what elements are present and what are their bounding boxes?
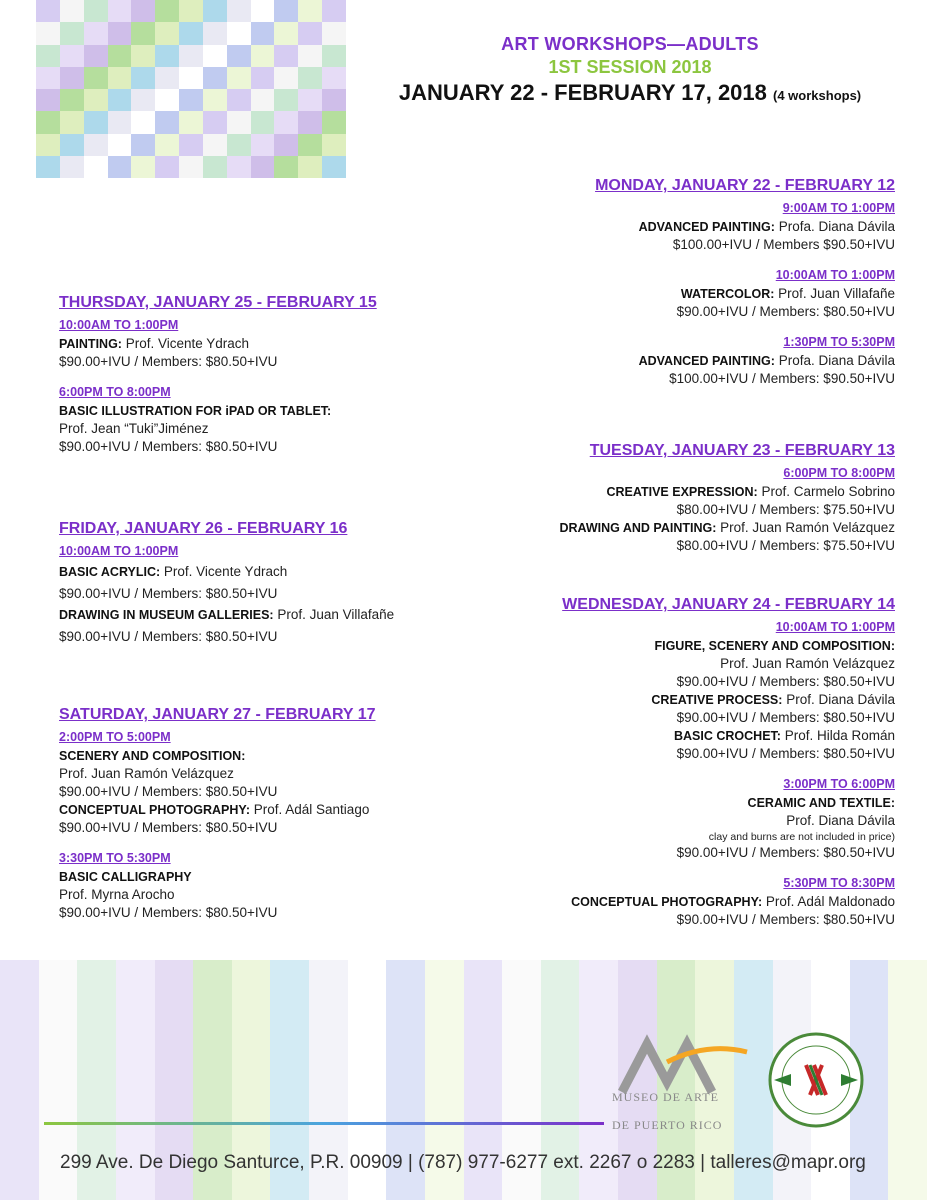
price-line: $80.00+IVU / Members: $75.50+IVU [676, 538, 895, 553]
price-line: $90.00+IVU / Members: $80.50+IVU [676, 674, 895, 689]
accreditation-seal-icon [766, 1030, 866, 1130]
price-line: $90.00+IVU / Members: $80.50+IVU [676, 304, 895, 319]
instructor-line: Prof. Juan Ramón Velázquez [59, 766, 234, 781]
footer-contact: 299 Ave. De Diego Santurce, P.R. 00909 | (787) 977-6277 ext. 2267 o 2283 | talleres@mapr.org [60, 1152, 866, 1173]
course-line: BASIC CROCHET: Prof. Hilda Román [674, 728, 895, 743]
monday-section [435, 177, 895, 388]
instructor-line: Prof. Diana Dávila [786, 813, 895, 828]
time-slot: 10:00AM TO 1:00PM [59, 544, 179, 558]
thursday-section [59, 294, 479, 456]
time-slot: 9:00AM TO 1:00PM [782, 201, 895, 215]
session-label: 1ST SESSION 2018 [548, 57, 712, 77]
divider [44, 1122, 604, 1125]
time-slot: 1:30PM TO 5:30PM [783, 335, 895, 349]
price-note: clay and burns are not included in price) [708, 831, 895, 843]
day-heading: WEDNESDAY, JANUARY 24 - FEBRUARY 14 [562, 596, 895, 613]
time-slot: 10:00AM TO 1:00PM [59, 318, 179, 332]
price-line: $90.00+IVU / Members: $80.50+IVU [59, 586, 278, 601]
course-line: CREATIVE EXPRESSION: Prof. Carmelo Sobrino [606, 484, 895, 499]
price-line: $90.00+IVU / Members: $80.50+IVU [59, 629, 278, 644]
day-heading: TUESDAY, JANUARY 23 - FEBRUARY 13 [589, 442, 895, 459]
day-heading: MONDAY, JANUARY 22 - FEBRUARY 12 [595, 177, 895, 194]
instructor-line: Prof. Juan Ramón Velázquez [720, 656, 895, 671]
tuesday-section [435, 442, 895, 555]
price-line: $90.00+IVU / Members: $80.50+IVU [59, 820, 278, 835]
time-slot: 5:30PM TO 8:30PM [783, 876, 895, 890]
time-slot: 6:00PM TO 8:00PM [783, 466, 895, 480]
price-line: $80.00+IVU / Members: $75.50+IVU [676, 502, 895, 517]
price-line: $100.00+IVU / Members: $90.50+IVU [669, 371, 895, 386]
price-line: $90.00+IVU / Members: $80.50+IVU [676, 845, 895, 860]
friday-section [59, 520, 479, 647]
price-line: $90.00+IVU / Members: $80.50+IVU [59, 905, 278, 920]
logo-text: DE PUERTO RICO [612, 1118, 723, 1132]
day-heading: SATURDAY, JANUARY 27 - FEBRUARY 17 [59, 706, 376, 723]
time-slot: 3:00PM TO 6:00PM [783, 777, 895, 791]
day-heading: THURSDAY, JANUARY 25 - FEBRUARY 15 [59, 294, 377, 311]
price-line: $90.00+IVU / Members: $80.50+IVU [59, 439, 278, 454]
course-line: CONCEPTUAL PHOTOGRAPHY: Prof. Adál Santiago [59, 802, 370, 817]
course-line: ADVANCED PAINTING: Profa. Diana Dávila [638, 219, 895, 234]
course-line: BASIC ACRYLIC: Prof. Vicente Ydrach [59, 564, 288, 579]
course-line: CERAMIC AND TEXTILE: [747, 796, 895, 810]
saturday-section [59, 706, 479, 922]
day-heading: FRIDAY, JANUARY 26 - FEBRUARY 16 [59, 520, 348, 537]
course-line: CREATIVE PROCESS: Prof. Diana Dávila [651, 692, 895, 707]
price-line: $90.00+IVU / Members: $80.50+IVU [59, 354, 278, 369]
museum-logo-icon [612, 1022, 752, 1132]
course-line: CONCEPTUAL PHOTOGRAPHY: Prof. Adál Maldonado [571, 894, 895, 909]
course-line: ADVANCED PAINTING: Profa. Diana Dávila [638, 353, 895, 368]
price-line: $90.00+IVU / Members: $80.50+IVU [676, 746, 895, 761]
course-line: BASIC CALLIGRAPHY [59, 870, 192, 884]
course-line: PAINTING: Prof. Vicente Ydrach [59, 336, 250, 351]
time-slot: 10:00AM TO 1:00PM [775, 620, 895, 634]
wednesday-section [435, 596, 895, 929]
logo-text: MUSEO DE ARTE [612, 1090, 719, 1104]
page-header [370, 34, 890, 106]
time-slot: 2:00PM TO 5:00PM [59, 730, 171, 744]
instructor-line: Prof. Myrna Arocho [59, 887, 175, 902]
time-slot: 6:00PM TO 8:00PM [59, 385, 171, 399]
price-line: $90.00+IVU / Members: $80.50+IVU [59, 784, 278, 799]
course-line: DRAWING AND PAINTING: Prof. Juan Ramón Velázquez [559, 520, 895, 535]
course-line: SCENERY AND COMPOSITION: [59, 749, 246, 763]
price-line: $100.00+IVU / Members $90.50+IVU [672, 237, 895, 252]
page-title: ART WORKSHOPS—ADULTS [501, 34, 759, 54]
mosaic-decoration [36, 0, 346, 178]
price-line: $90.00+IVU / Members: $80.50+IVU [676, 912, 895, 927]
time-slot: 10:00AM TO 1:00PM [775, 268, 895, 282]
price-line: $90.00+IVU / Members: $80.50+IVU [676, 710, 895, 725]
instructor-line: Prof. Jean “Tuki”Jiménez [59, 421, 209, 436]
course-line: DRAWING IN MUSEUM GALLERIES: Prof. Juan Villafañe [59, 607, 395, 622]
workshops-count: (4 workshops) [773, 88, 862, 103]
session-dates: JANUARY 22 - FEBRUARY 17, 2018 (4 workshops) [398, 80, 862, 105]
course-line: WATERCOLOR: Prof. Juan Villafañe [680, 286, 895, 301]
course-line: FIGURE, SCENERY AND COMPOSITION: [654, 639, 895, 653]
time-slot: 3:30PM TO 5:30PM [59, 851, 171, 865]
course-line: BASIC ILLUSTRATION FOR iPAD OR TABLET: [59, 404, 332, 418]
